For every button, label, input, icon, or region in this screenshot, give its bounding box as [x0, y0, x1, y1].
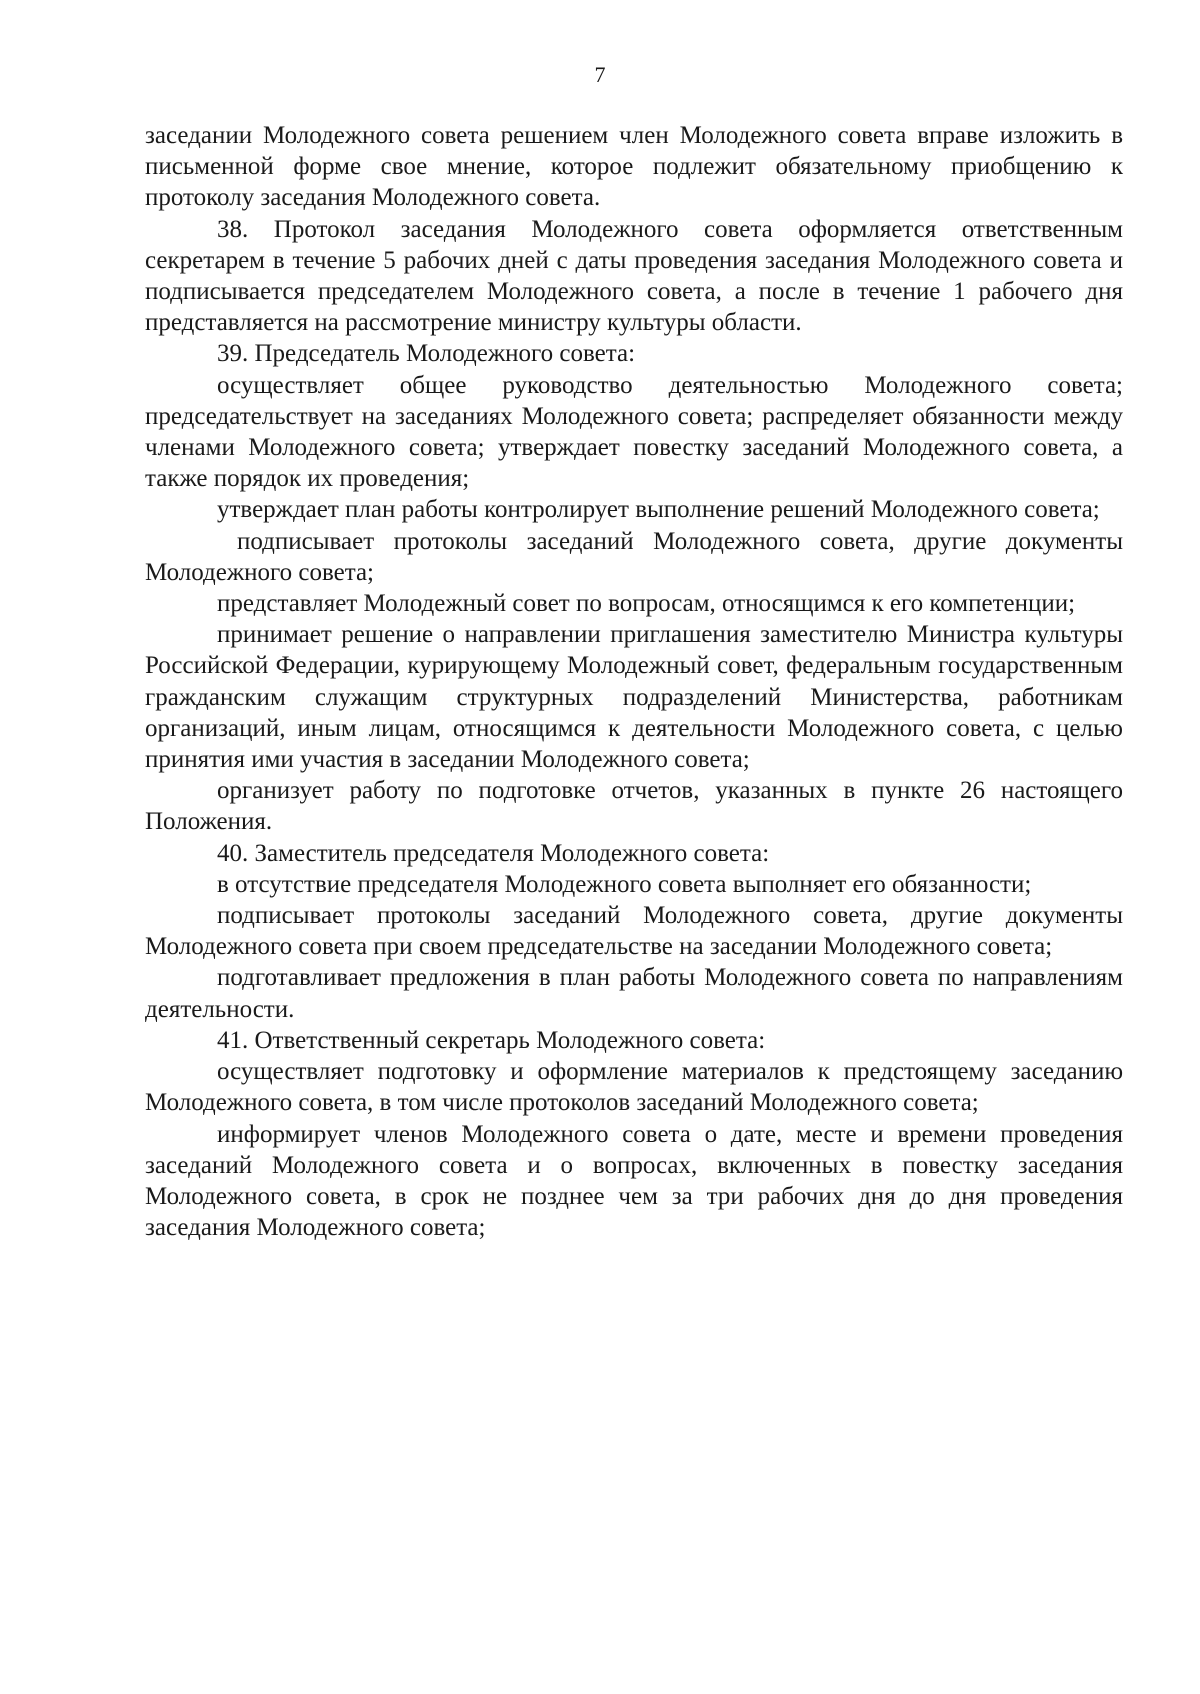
paragraph-deputy-duty-substitute: в отсутствие председателя Молодежного совета выполняет его обязанности;	[217, 870, 1032, 898]
paragraph-chair-duty-reports-end: Положения.	[145, 808, 273, 836]
paragraph-chair-duty-reports: организует работу по подготовке отчетов, указанных в пункте 26 настоящего	[217, 777, 1123, 805]
paragraph-chair-duty-plan: утверждает план работы контролирует выполнение решений Молодежного совета;	[217, 496, 1100, 524]
paragraph-item-40-heading: 40. Заместитель председателя Молодежного совета:	[217, 839, 770, 867]
paragraph-continuation: заседании Молодежного совета решением член Молодежного совета вправе изложить в письменной форме свое мнение, которое подлежит обязательному приобщению к протоколу заседания Молодежного совета.	[145, 122, 1123, 212]
paragraph-chair-duty-general: осуществляет общее руководство деятельностью Молодежного совета; председательствует на заседаниях Молодежного совета; распределяет обязанности между членами Молодежного совета; утверждает повестку заседаний Молодежного совета, а также порядок их проведения;	[145, 371, 1123, 493]
paragraph-secretary-duty-informs: информирует членов Молодежного совета о дате, месте и времени проведения заседаний Молодежного совета и о вопросах, включенных в повестку заседания Молодежного совета, в срок не позднее чем за три рабочих дня до дня проведения заседания Молодежного совета;	[145, 1120, 1123, 1242]
paragraph-chair-duty-represents: представляет Молодежный совет по вопросам, относящимся к его компетенции;	[217, 590, 1076, 618]
paragraph-deputy-duty-proposals: подготавливает предложения в план работы Молодежного совета по направлениям деятельности.	[145, 964, 1123, 1023]
paragraph-item-39-heading: 39. Председатель Молодежного совета:	[217, 340, 636, 368]
paragraph-chair-duty-signs: подписывает протоколы заседаний Молодежного совета, другие документы Молодежного совета;	[145, 527, 1123, 586]
paragraph-item-38: 38. Протокол заседания Молодежного совета оформляется ответственным секретарем в течение 5 рабочих дней с даты проведения заседания Молодежного совета и подписывается председателем Молодежного совета, а после в течение 1 рабочего дня представляется на рассмотрение министру культуры области.	[145, 215, 1123, 337]
paragraph-chair-duty-invitations: принимает решение о направлении приглашения заместителю Министра культуры Российской Федерации, курирующему Молодежный совет, федеральным государственным гражданским служащим структурных подразделений Министерства, работникам организаций, иным лицам, относящимся к деятельности Молодежного совета, с целью принятия ими участия в заседании Молодежного совета;	[145, 621, 1123, 774]
paragraph-item-41-heading: 41. Ответственный секретарь Молодежного совета:	[217, 1026, 766, 1054]
document-body	[145, 120, 1123, 1243]
paragraph-deputy-duty-signs: подписывает протоколы заседаний Молодежного совета, другие документы Молодежного совета при своем председательстве на заседании Молодежного совета;	[145, 902, 1123, 961]
page-number: 7	[594, 62, 606, 87]
paragraph-secretary-duty-materials: осуществляет подготовку и оформление материалов к предстоящему заседанию Молодежного совета, в том числе протоколов заседаний Молодежного совета;	[145, 1058, 1123, 1117]
